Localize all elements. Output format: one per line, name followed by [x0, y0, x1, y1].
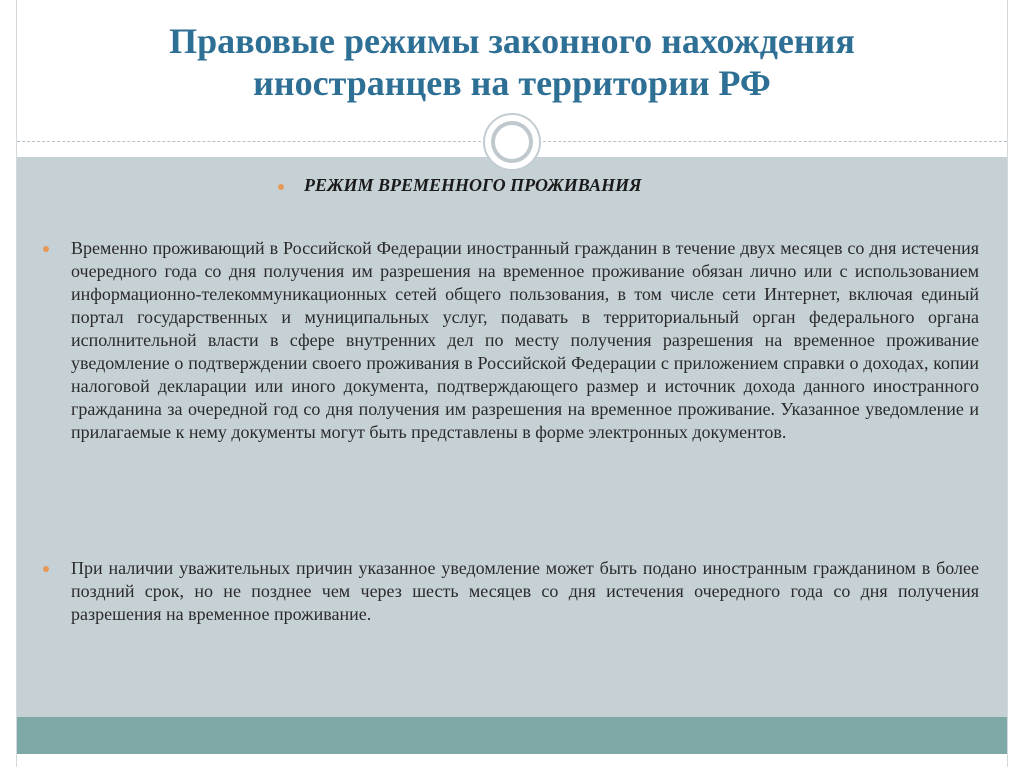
slide-title [0, 20, 1024, 104]
bullet-icon [43, 566, 49, 572]
section-heading-row [278, 173, 978, 197]
footer-band [17, 717, 1007, 754]
title-line-1: Правовые режимы законного нахождения [169, 21, 855, 61]
paragraph-2-text: При наличии уважительных причин указанное уведомление может быть подано иностранным гражданином в более поздний срок, но не позднее чем через шесть месяцев со дня истечения очередного года со дня получения разрешения на временное проживание. [71, 558, 979, 624]
title-line-2: иностранцев на территории РФ [253, 63, 771, 103]
bullet-icon [278, 184, 284, 190]
ring-ornament-icon [483, 113, 541, 171]
paragraph-1-text: Временно проживающий в Российской Федерации иностранный гражданин в течение двух месяцев со дня истечения очередного года со дня получения им разрешения на временное проживание обязан лично или с использованием информационно-телекоммуникационных сетей общего пользования, в том числе сети Интернет, включая единый портал государственных и муниципальных услуг, подавать в территориальный орган федерального органа исполнительной власти в сфере внутренних дел по месту получения разрешения на временное проживание уведомление о подтверждении своего проживания в Российской Федерации с приложением справки о доходах, копии налоговой декларации или иного документа, подтверждающего размер и источник дохода данного иностранного гражданина за очередной год со дня получения им разрешения на временное проживание. Указанное уведомление и прилагаемые к нему документы могут быть представлены в форме электронных документов. [71, 238, 979, 442]
paragraph-1 [43, 237, 979, 444]
section-heading: РЕЖИМ ВРЕМЕННОГО ПРОЖИВАНИЯ [304, 175, 642, 195]
paragraph-2 [43, 557, 979, 626]
bullet-icon [43, 246, 49, 252]
